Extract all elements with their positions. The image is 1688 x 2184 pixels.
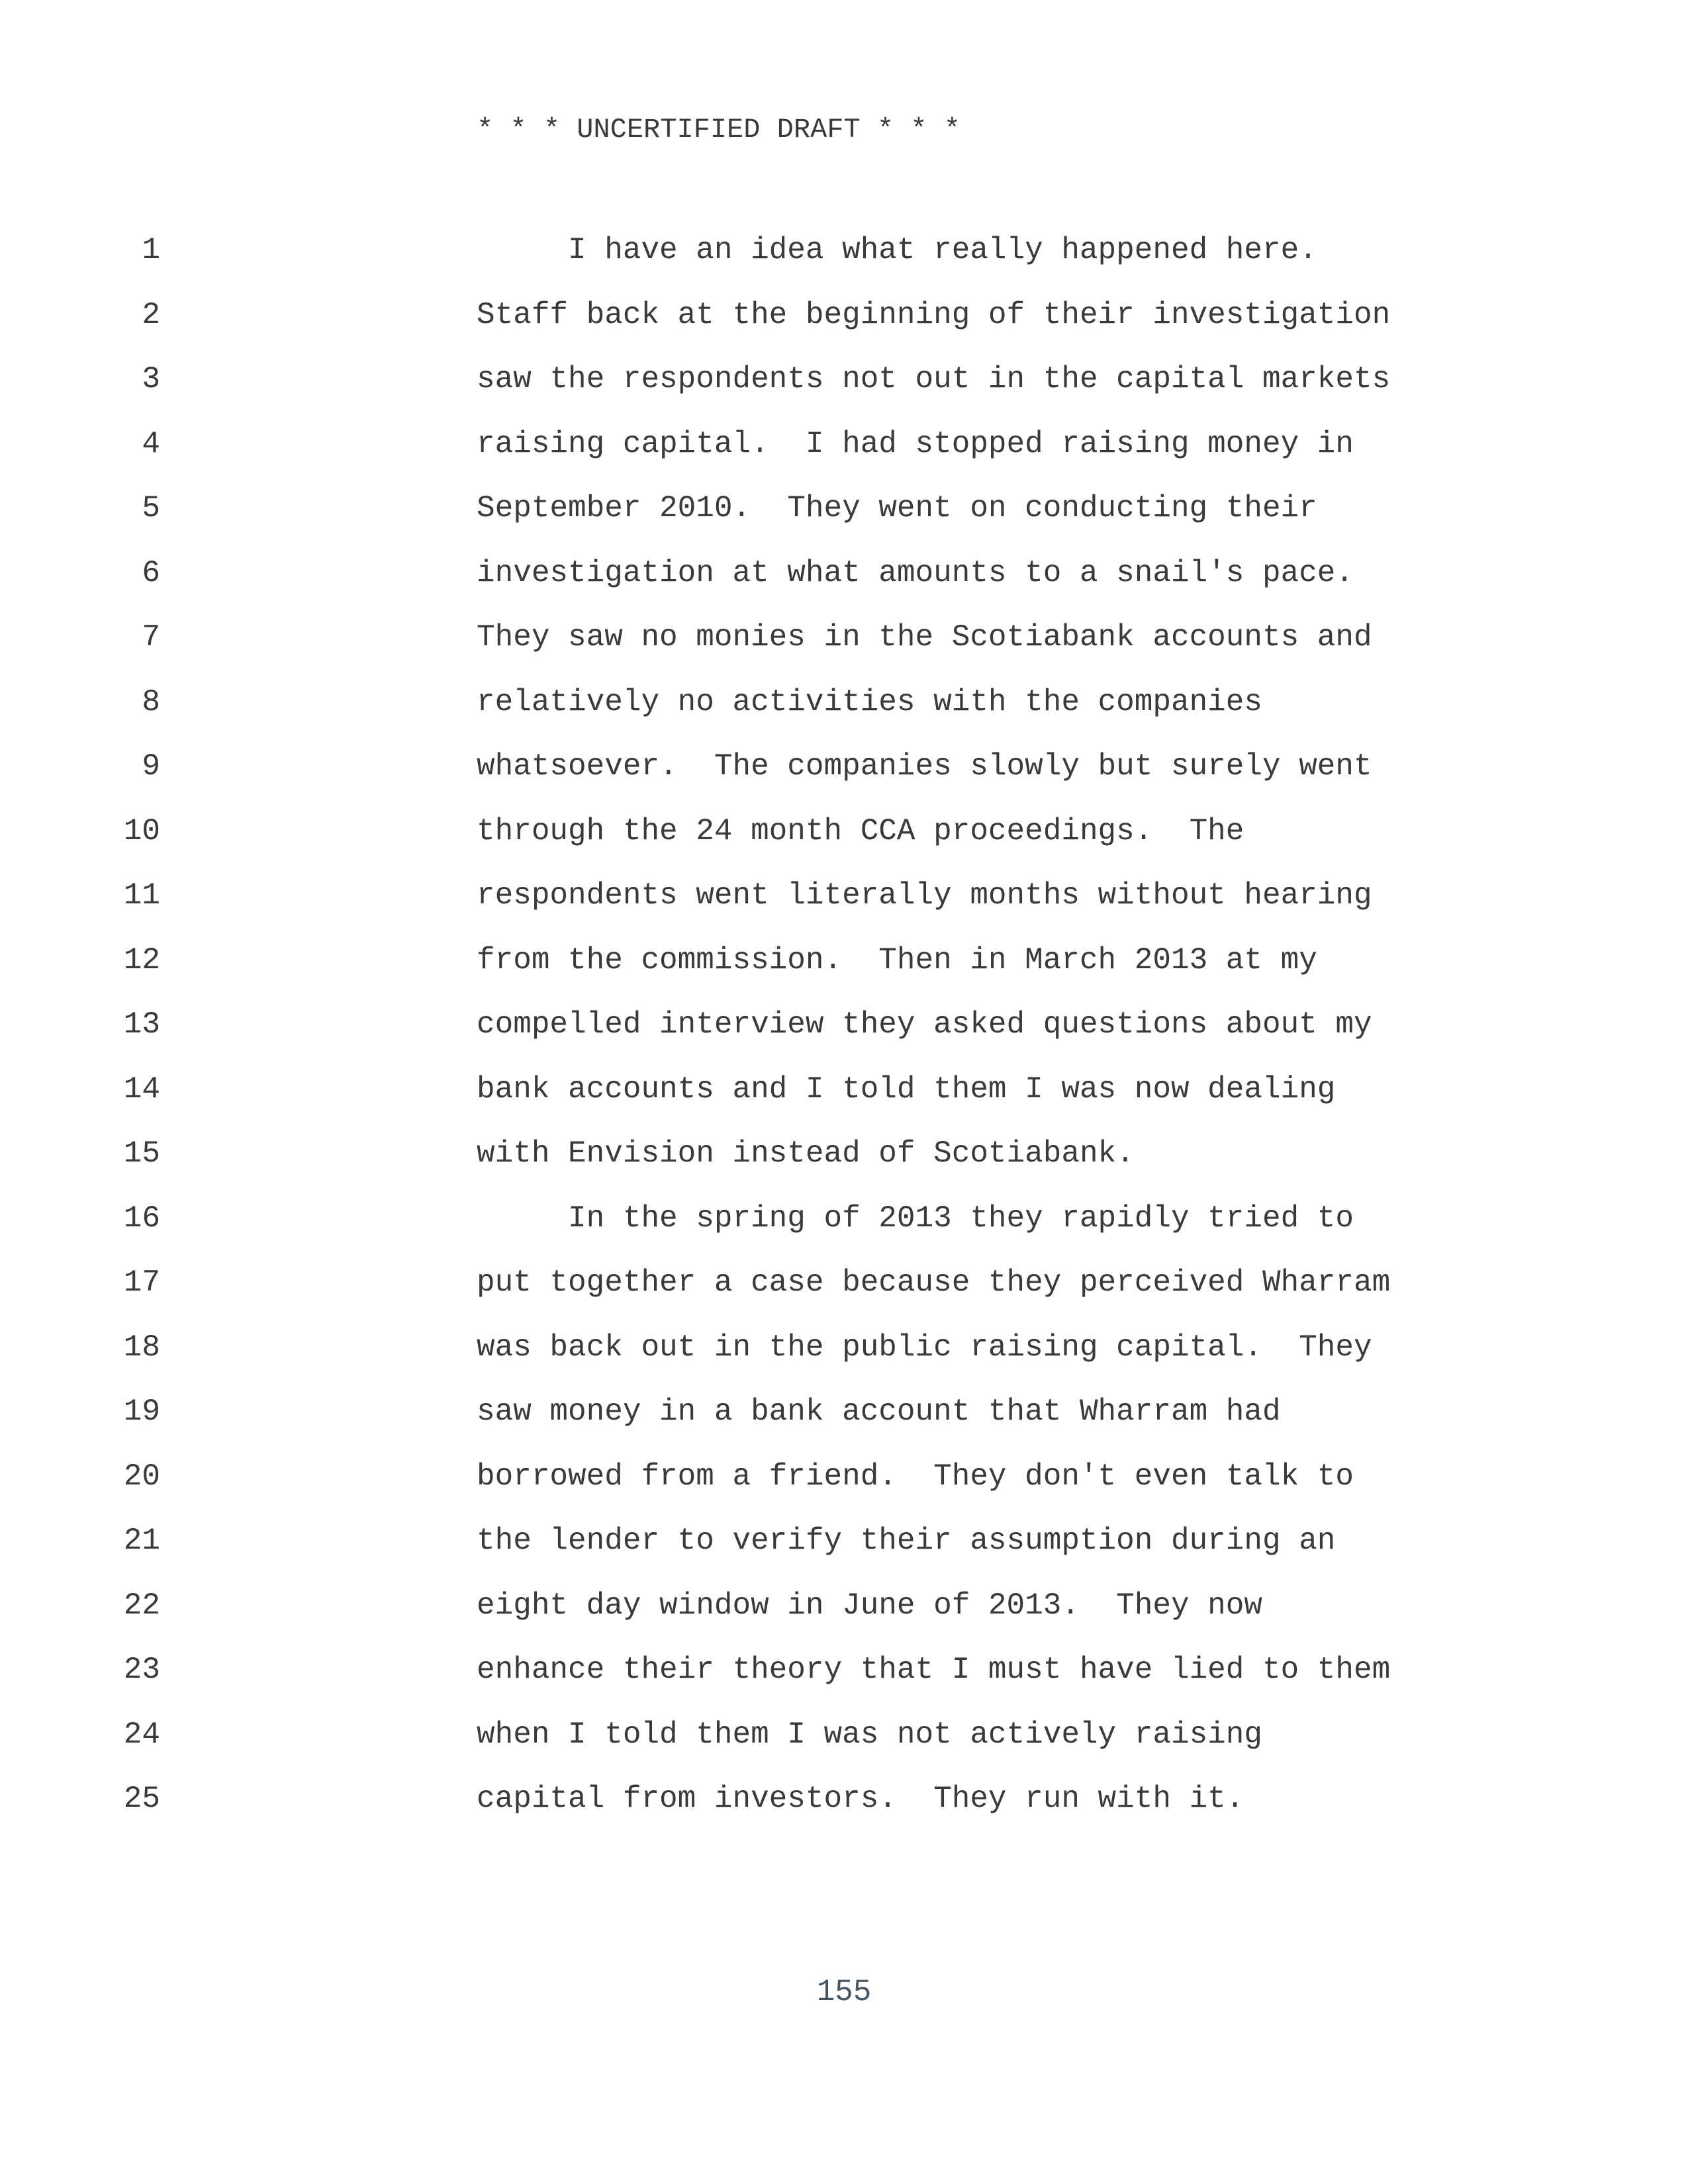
line-text: borrowed from a friend. They don't even talk to [477, 1459, 1354, 1494]
line-text: In the spring of 2013 they rapidly tried to [477, 1201, 1354, 1236]
line-text: through the 24 month CCA proceedings. The [477, 813, 1244, 848]
transcript-line [0, 553, 1688, 618]
line-text: compelled interview they asked questions about my [477, 1007, 1372, 1042]
line-number: 14 [123, 1071, 160, 1107]
line-number: 9 [142, 749, 160, 784]
transcript-line [0, 747, 1688, 811]
line-number: 10 [123, 813, 160, 848]
transcript-line [0, 1069, 1688, 1134]
line-number: 25 [123, 1782, 160, 1816]
line-number: 12 [123, 942, 160, 978]
line-number: 13 [123, 1007, 160, 1042]
line-number: 24 [123, 1717, 160, 1752]
line-text: raising capital. I had stopped raising money in [477, 426, 1354, 461]
transcript-line [0, 1521, 1688, 1586]
transcript-line [0, 1328, 1688, 1392]
transcript-line [0, 1134, 1688, 1199]
transcript-line [0, 1199, 1688, 1263]
transcript-line [0, 1392, 1688, 1457]
page-number: 155 [816, 1975, 872, 2009]
transcript-line [0, 424, 1688, 489]
transcript-line [0, 682, 1688, 747]
line-number: 6 [142, 555, 160, 590]
line-text: eight day window in June of 2013. They now [477, 1588, 1262, 1623]
line-number: 11 [123, 878, 160, 913]
line-number: 19 [123, 1394, 160, 1429]
line-text: bank accounts and I told them I was now dealing [477, 1071, 1336, 1107]
transcript-line [0, 811, 1688, 876]
line-number: 17 [123, 1265, 160, 1300]
line-text: investigation at what amounts to a snail's pace. [477, 555, 1354, 590]
transcript-line [0, 617, 1688, 682]
transcript-line [0, 1715, 1688, 1780]
transcript-line [0, 1005, 1688, 1069]
line-text: saw the respondents not out in the capital markets [477, 362, 1391, 396]
line-text: was back out in the public raising capital. They [477, 1330, 1372, 1365]
line-text: whatsoever. The companies slowly but surely went [477, 749, 1372, 784]
line-number: 21 [123, 1524, 160, 1558]
line-text: put together a case because they perceived Wharram [477, 1265, 1391, 1300]
transcript-line [0, 940, 1688, 1005]
transcript-line [0, 230, 1688, 295]
line-number: 23 [123, 1653, 160, 1687]
line-number: 18 [123, 1330, 160, 1365]
line-text: Staff back at the beginning of their investigation [477, 297, 1391, 332]
line-number: 8 [142, 684, 160, 719]
line-text: when I told them I was not actively raising [477, 1717, 1262, 1752]
line-text: relatively no activities with the companies [477, 684, 1262, 719]
line-text: September 2010. They went on conducting their [477, 491, 1317, 525]
line-text: They saw no monies in the Scotiabank accounts and [477, 620, 1372, 655]
transcript-line [0, 1457, 1688, 1522]
line-text: from the commission. Then in March 2013 at my [477, 942, 1317, 978]
line-number: 7 [142, 620, 160, 655]
line-number: 20 [123, 1459, 160, 1494]
transcript-line [0, 1650, 1688, 1715]
line-text: I have an idea what really happened here. [477, 233, 1317, 267]
line-text: with Envision instead of Scotiabank. [477, 1136, 1135, 1171]
line-number: 22 [123, 1588, 160, 1623]
line-text: the lender to verify their assumption during an [477, 1524, 1336, 1558]
line-text: capital from investors. They run with it. [477, 1782, 1244, 1816]
transcript-line [0, 876, 1688, 940]
line-text: respondents went literally months without hearing [477, 878, 1372, 913]
line-number: 1 [142, 233, 160, 267]
transcript-line [0, 488, 1688, 553]
line-number: 15 [123, 1136, 160, 1171]
line-number: 4 [142, 426, 160, 461]
transcript-lines [0, 230, 1688, 1844]
line-number: 2 [142, 297, 160, 332]
transcript-line [0, 295, 1688, 360]
transcript-line [0, 1779, 1688, 1844]
transcript-line [0, 1586, 1688, 1651]
transcript-line [0, 359, 1688, 424]
draft-header: * * * UNCERTIFIED DRAFT * * * [477, 114, 961, 146]
line-number: 16 [123, 1201, 160, 1236]
line-text: saw money in a bank account that Wharram had [477, 1394, 1281, 1429]
line-number: 3 [142, 362, 160, 396]
transcript-line [0, 1263, 1688, 1328]
line-number: 5 [142, 491, 160, 525]
line-text: enhance their theory that I must have lied to them [477, 1653, 1391, 1687]
